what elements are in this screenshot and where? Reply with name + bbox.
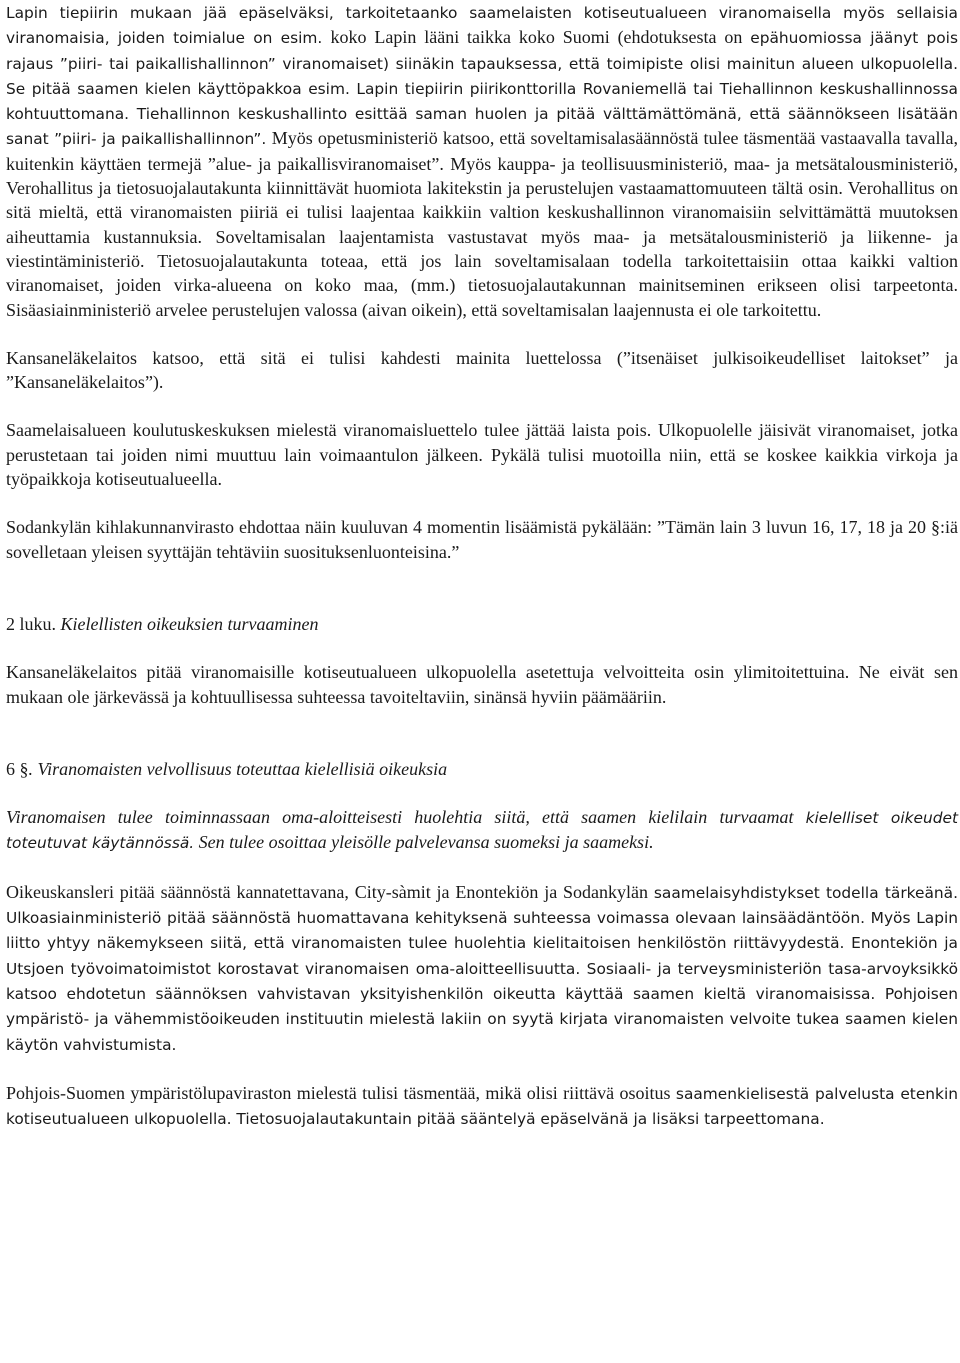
heading-number: 2 luku. — [6, 613, 57, 634]
document-page — [6, 0, 958, 1131]
paragraph-sodankyla: Sodankylän kihlakunnanvirasto ehdottaa näin kuuluvan 4 momentin lisäämistä pykälään: ”Tämän lain 3 luvun 16, 17, 18 ja 20 §:iä sovelletaan yleisen syyttäjän tehtäviin suosituksenluonteisina.” — [6, 517, 958, 562]
paragraph-text: Oikeuskansleri pitää säännöstä kannatettavana, City-sàmit ja Enontekiön ja Sodankylän — [6, 881, 654, 902]
law-text: Viranomaisen tulee toiminnassaan oma-aloitteisesti huolehtia siitä, että saamen kielilain turvaamat — [6, 807, 806, 828]
paragraph-soveltamisala — [6, 0, 958, 322]
paragraph-text: Pohjois-Suomen ympäristölupaviraston mielestä tulisi täsmentää, mikä olisi riittävä osoitus — [6, 1082, 676, 1103]
paragraph-oikeuskansleri — [6, 880, 958, 1057]
paragraph-ymparistolupavirasto — [6, 1081, 958, 1132]
paragraph-text: epähuomiossa jäänyt pois rajaus ”piiri- tai paikallishallinnon” viranomaiset) siinäkin tapauksessa, että toimipiste olisi mainitun alueen ulkopuolella. Se pitää saamen kielen käyttöpakkoa esim. Lapin tiepiirin piirikonttorilla Rovaniemellä tai Tiehallinnon keskushallinnossa kohtuuttomana. Tiehallinnon keskushallinto esittää saman huolen ja pitää välttämättömänä, että säännökseen lisätään sanat ”piiri- ja paikallishallinnon”. — [6, 29, 958, 149]
law-text: Sen tulee osoittaa yleisölle palvelevansa suomeksi ja saameksi. — [194, 832, 654, 853]
paragraph-text: Myös opetusministeriö katsoo, että soveltamisalasäännöstä tulee täsmentää vastaavalla tavalla, kuitenkin käyttäen termejä ”alue- ja paikallisviranomaiset”. Myös kauppa- ja teollisuusministeriö, maa- ja metsätalousministeriö, Verohallitus ja tietosuojalautakunta kiinnittävät huomiota lakitekstin ja perustelujen vastaamattomuuteen tältä osin. Verohallitus on sitä mieltä, että viranomaisten piiriä ei tulisi laajentaa kaikkiin valtion keskushallinnon viranomaisiin selvittämättä muutoksen aiheuttamia kustannuksia. Soveltamisalan laajentamista vastustavat myös maa- ja metsätalousministeriö ja liikenne- ja viestintäministeriö. Tietosuojalautakunta toteaa, että jos lain soveltamisalaan todella tarkoitettaisiin ottaa kaikki valtion viranomaiset, joiden virka-alueena on koko maa, (mm.) tietosuojalautakunnan mainitseminen erikseen olisi tarpeetonta. Sisäasiainministeriö arvelee perustelujen valossa (aivan oikein), että soveltamisalan laajennusta ei ole tarkoitettu. — [6, 128, 959, 320]
paragraph-kansanelakelaitos: Kansaneläkelaitos katsoo, että sitä ei tulisi kahdesti mainita luettelossa (”itsenäiset julkisoikeudelliset laitokset” ja ”Kansaneläkelaitos”). — [6, 347, 958, 393]
heading-title: Kielellisten oikeuksien turvaaminen — [56, 613, 319, 634]
law-text: kielelliset oikeudet toteutuvat käytännössä. — [6, 809, 959, 853]
law-text-italic — [6, 805, 958, 856]
paragraph-text: saamenkielisestä palvelusta etenkin kotiseutualueen ulkopuolella. Tietosuojalautakuntain pitää sääntelyä epäselvänä ja lisäksi tarpeettomana. — [6, 1084, 958, 1129]
section-heading-chapter-2 — [6, 612, 958, 636]
heading-number: 6 § — [6, 758, 29, 779]
heading-title: . Viranomaisten velvollisuus toteuttaa kielellisiä oikeuksia — [28, 758, 448, 779]
paragraph-kela-velvoitteet: Kansaneläkelaitos pitää viranomaisille kotiseutualueen ulkopuolella asetettuja velvoitteita osin ylimitoitettuina. Ne eivät sen mukaan ole järkevässä ja kohtuullisessa suhteessa tavoiteltaviin, sinänsä hyviin päämääriin. — [6, 662, 958, 707]
section-heading-6-paragraph — [6, 757, 958, 781]
paragraph-text: Lapin tiepiirin mukaan jää epäselväksi, tarkoitetaanko saamelaisten kotiseutualueen viranomaisella myös sellaisia viranomaisia, joiden toimialue on esim. — [6, 4, 958, 48]
paragraph-text: koko Lapin lääni taikka koko Suomi (ehdotuksesta on — [330, 27, 751, 48]
paragraph-text: saamelaisyhdistykset todella tärkeänä. Ulkoasiainministeriö pitää säännöstä huomattavana kehityksenä suhteessa voimassa olevaan lainsäädäntöön. Myös Lapin liitto yhtyy näkemykseen siitä, että viranomaisten tulee huolehtia kielitaitoisen henkilöstön riittävyydestä. Enontekiön ja Utsjoen työvoimatoimistot korostavat viranomaisen oma-aloitteellisuutta. Sosiaali- ja terveysministeriön tasa-arvoyksikkö katsoo ehdotetun säännöksen vahvistavan yksityishenkilön oikeutta käyttää saamen kieltä viranomaisissa. Pohjoisen ympäristö- ja vähemmistöoikeuden instituutin mielestä lakiin on syytä kirjata viranomaisten velvoite tukea saamen kielen käytön vahvistumista. — [6, 883, 958, 1054]
paragraph-koulutuskeskus: Saamelaisalueen koulutuskeskuksen mielestä viranomaisluettelo tulee jättää laista pois. Ulkopuolelle jäisivät viranomaiset, jotka perustetaan tai joiden nimi muuttuu lain voimaantulon jälkeen. Pykälä tulisi muotoilla niin, että se koskee kaikkia virkoja ja työpaikkoja kotiseutualueella. — [6, 420, 958, 490]
